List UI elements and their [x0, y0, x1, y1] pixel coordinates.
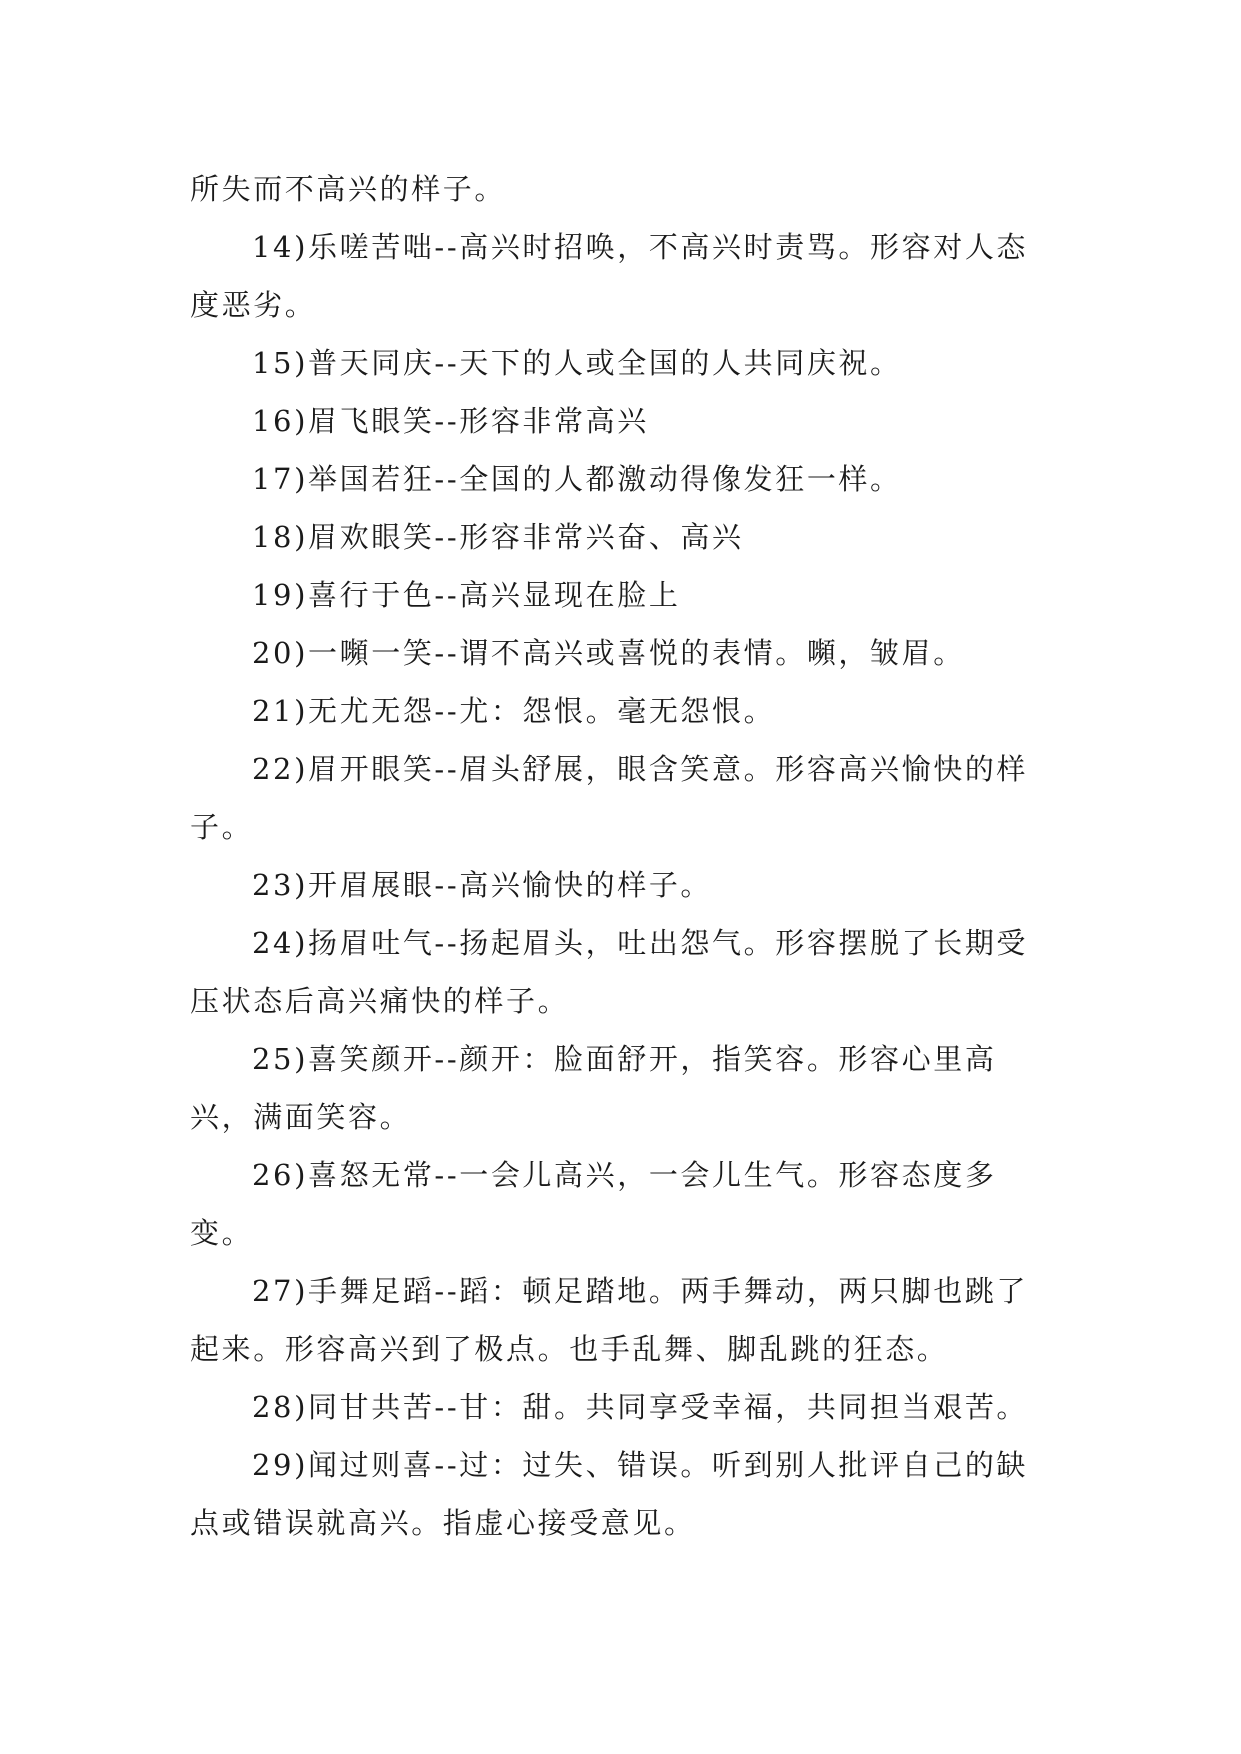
paragraph-idiom-23: 23)开眉展眼--高兴愉快的样子。	[252, 868, 713, 902]
document-body	[190, 160, 1050, 1552]
paragraph-idiom-20: 20)一嚬一笑--谓不高兴或喜悦的表情。嚬，皱眉。	[252, 636, 965, 670]
paragraph-idiom-17: 17)举国若狂--全国的人都激动得像发狂一样。	[252, 462, 902, 496]
paragraph-idiom-22: 22)眉开眼笑--眉头舒展，眼含笑意。形容高兴愉快的样子。	[190, 752, 1029, 844]
paragraph-idiom-24: 24)扬眉吐气--扬起眉头，吐出怨气。形容摆脱了长期受压状态后高兴痛快的样子。	[190, 926, 1029, 1018]
paragraph-idiom-15: 15)普天同庆--天下的人或全国的人共同庆祝。	[252, 346, 902, 380]
paragraph-idiom-27: 27)手舞足蹈--蹈：顿足踏地。两手舞动，两只脚也跳了起来。形容高兴到了极点。也手乱舞、脚乱跳的狂态。	[190, 1274, 1029, 1366]
paragraph-idiom-26: 26)喜怒无常--一会儿高兴，一会儿生气。形容态度多变。	[190, 1158, 997, 1250]
paragraph-idiom-16: 16)眉飞眼笑--形容非常高兴	[252, 404, 649, 438]
paragraph-continuation: 所失而不高兴的样子。	[190, 172, 507, 206]
paragraph-idiom-21: 21)无尤无怨--尤：怨恨。毫无怨恨。	[252, 694, 776, 728]
paragraph-idiom-28: 28)同甘共苦--甘：甜。共同享受幸福，共同担当艰苦。	[252, 1390, 1029, 1424]
paragraph-idiom-18: 18)眉欢眼笑--形容非常兴奋、高兴	[252, 520, 744, 554]
paragraph-idiom-25: 25)喜笑颜开--颜开：脸面舒开，指笑容。形容心里高兴，满面笑容。	[190, 1042, 997, 1134]
paragraph-idiom-29: 29)闻过则喜--过：过失、错误。听到别人批评自己的缺点或错误就高兴。指虚心接受意见。	[190, 1448, 1029, 1540]
paragraph-idiom-14: 14)乐嗟苦咄--高兴时招唤，不高兴时责骂。形容对人态度恶劣。	[190, 230, 1029, 322]
paragraph-idiom-19: 19)喜行于色--高兴显现在脸上	[252, 578, 681, 612]
